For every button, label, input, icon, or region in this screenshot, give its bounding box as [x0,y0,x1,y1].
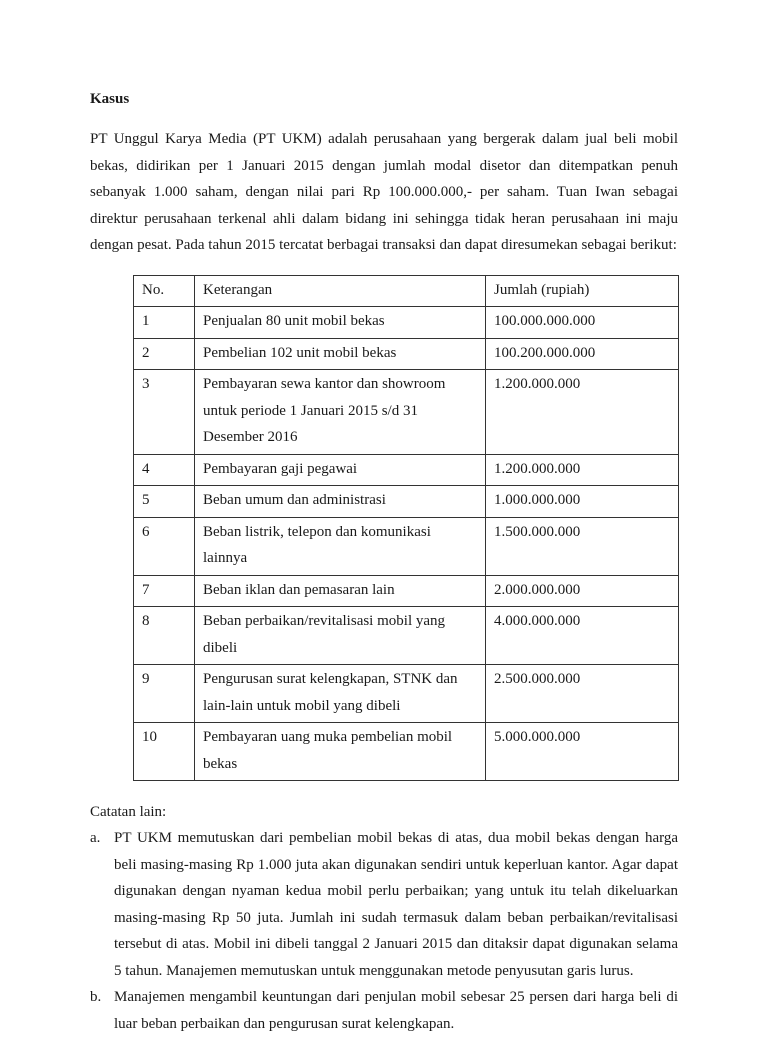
row-jumlah: 5.000.000.000 [486,723,679,781]
table-row [134,370,679,455]
note-item-a [90,825,678,984]
table-row [134,723,679,781]
table-row [134,517,679,575]
row-jumlah: 1.000.000.000 [486,486,679,518]
table-row [134,575,679,607]
table-row [134,338,679,370]
intro-paragraph: PT Unggul Karya Media (PT UKM) adalah perusahaan yang bergerak dalam jual beli mobil bekas, didirikan per 1 Januari 2015 dengan jumlah modal disetor dan ditempatkan penuh sebanyak 1.000 saham, dengan nilai pari Rp 100.000.000,- per saham. Tuan Iwan sebagai direktur perusahaan terkenal ahli dalam bidang ini sehingga tidak heran perusahaan ini maju dengan pesat. Pada tahun 2015 tercatat berbagai transaksi dan dapat diresumekan sebagai berikut: [90,131,678,253]
note-marker: b. [90,989,102,1005]
note-marker: a. [90,830,101,846]
row-jumlah: 2.500.000.000 [486,665,679,723]
row-no: 3 [134,370,195,455]
header-keterangan: Keterangan [195,275,486,307]
row-keterangan: Pengurusan surat kelengkapan, STNK dan lain-lain untuk mobil yang dibeli [195,665,486,723]
row-jumlah: 1.200.000.000 [486,454,679,486]
document-page [90,88,678,1037]
row-jumlah: 1.500.000.000 [486,517,679,575]
row-jumlah: 4.000.000.000 [486,607,679,665]
row-no: 8 [134,607,195,665]
table-row [134,486,679,518]
table-header-row [134,275,679,307]
table-row [134,665,679,723]
row-keterangan: Penjualan 80 unit mobil bekas [195,307,486,339]
table-row [134,607,679,665]
row-no: 5 [134,486,195,518]
row-jumlah: 100.200.000.000 [486,338,679,370]
row-jumlah: 100.000.000.000 [486,307,679,339]
row-keterangan: Pembayaran sewa kantor dan showroom untuk periode 1 Januari 2015 s/d 31 Desember 2016 [195,370,486,455]
transactions-table [133,275,679,782]
row-jumlah: 2.000.000.000 [486,575,679,607]
row-keterangan: Pembelian 102 unit mobil bekas [195,338,486,370]
row-no: 2 [134,338,195,370]
row-no: 9 [134,665,195,723]
header-no: No. [134,275,195,307]
note-item-b [90,984,678,1037]
table-row [134,307,679,339]
row-no: 10 [134,723,195,781]
row-keterangan: Beban perbaikan/revitalisasi mobil yang dibeli [195,607,486,665]
header-jumlah: Jumlah (rupiah) [486,275,679,307]
row-no: 1 [134,307,195,339]
row-keterangan: Beban iklan dan pemasaran lain [195,575,486,607]
row-keterangan: Pembayaran gaji pegawai [195,454,486,486]
row-no: 6 [134,517,195,575]
notes-title: Catatan lain: [90,804,167,820]
row-keterangan: Beban listrik, telepon dan komunikasi lainnya [195,517,486,575]
row-keterangan: Pembayaran uang muka pembelian mobil bekas [195,723,486,781]
row-keterangan: Beban umum dan administrasi [195,486,486,518]
table-row [134,454,679,486]
row-no: 4 [134,454,195,486]
row-no: 7 [134,575,195,607]
note-text: Manajemen mengambil keuntungan dari penjulan mobil sebesar 25 persen dari harga beli di luar beban perbaikan dan pengurusan surat kelengkapan. [114,989,678,1032]
note-text: PT UKM memutuskan dari pembelian mobil bekas di atas, dua mobil bekas dengan harga beli masing-masing Rp 1.000 juta akan digunakan sendiri untuk keperluan kantor. Agar dapat digunakan dengan nyaman kedua mobil perlu perbaikan; yang untuk itu telah dikeluarkan masing-masing Rp 50 juta. Jumlah ini sudah termasuk dalam beban perbaikan/revitalisasi tersebut di atas. Mobil ini dibeli tanggal 2 Januari 2015 dan ditaksir dapat digunakan selama 5 tahun. Manajemen memutuskan untuk menggunakan metode penyusutan garis lurus. [114,830,678,979]
row-jumlah: 1.200.000.000 [486,370,679,455]
case-heading: Kasus [90,91,130,107]
